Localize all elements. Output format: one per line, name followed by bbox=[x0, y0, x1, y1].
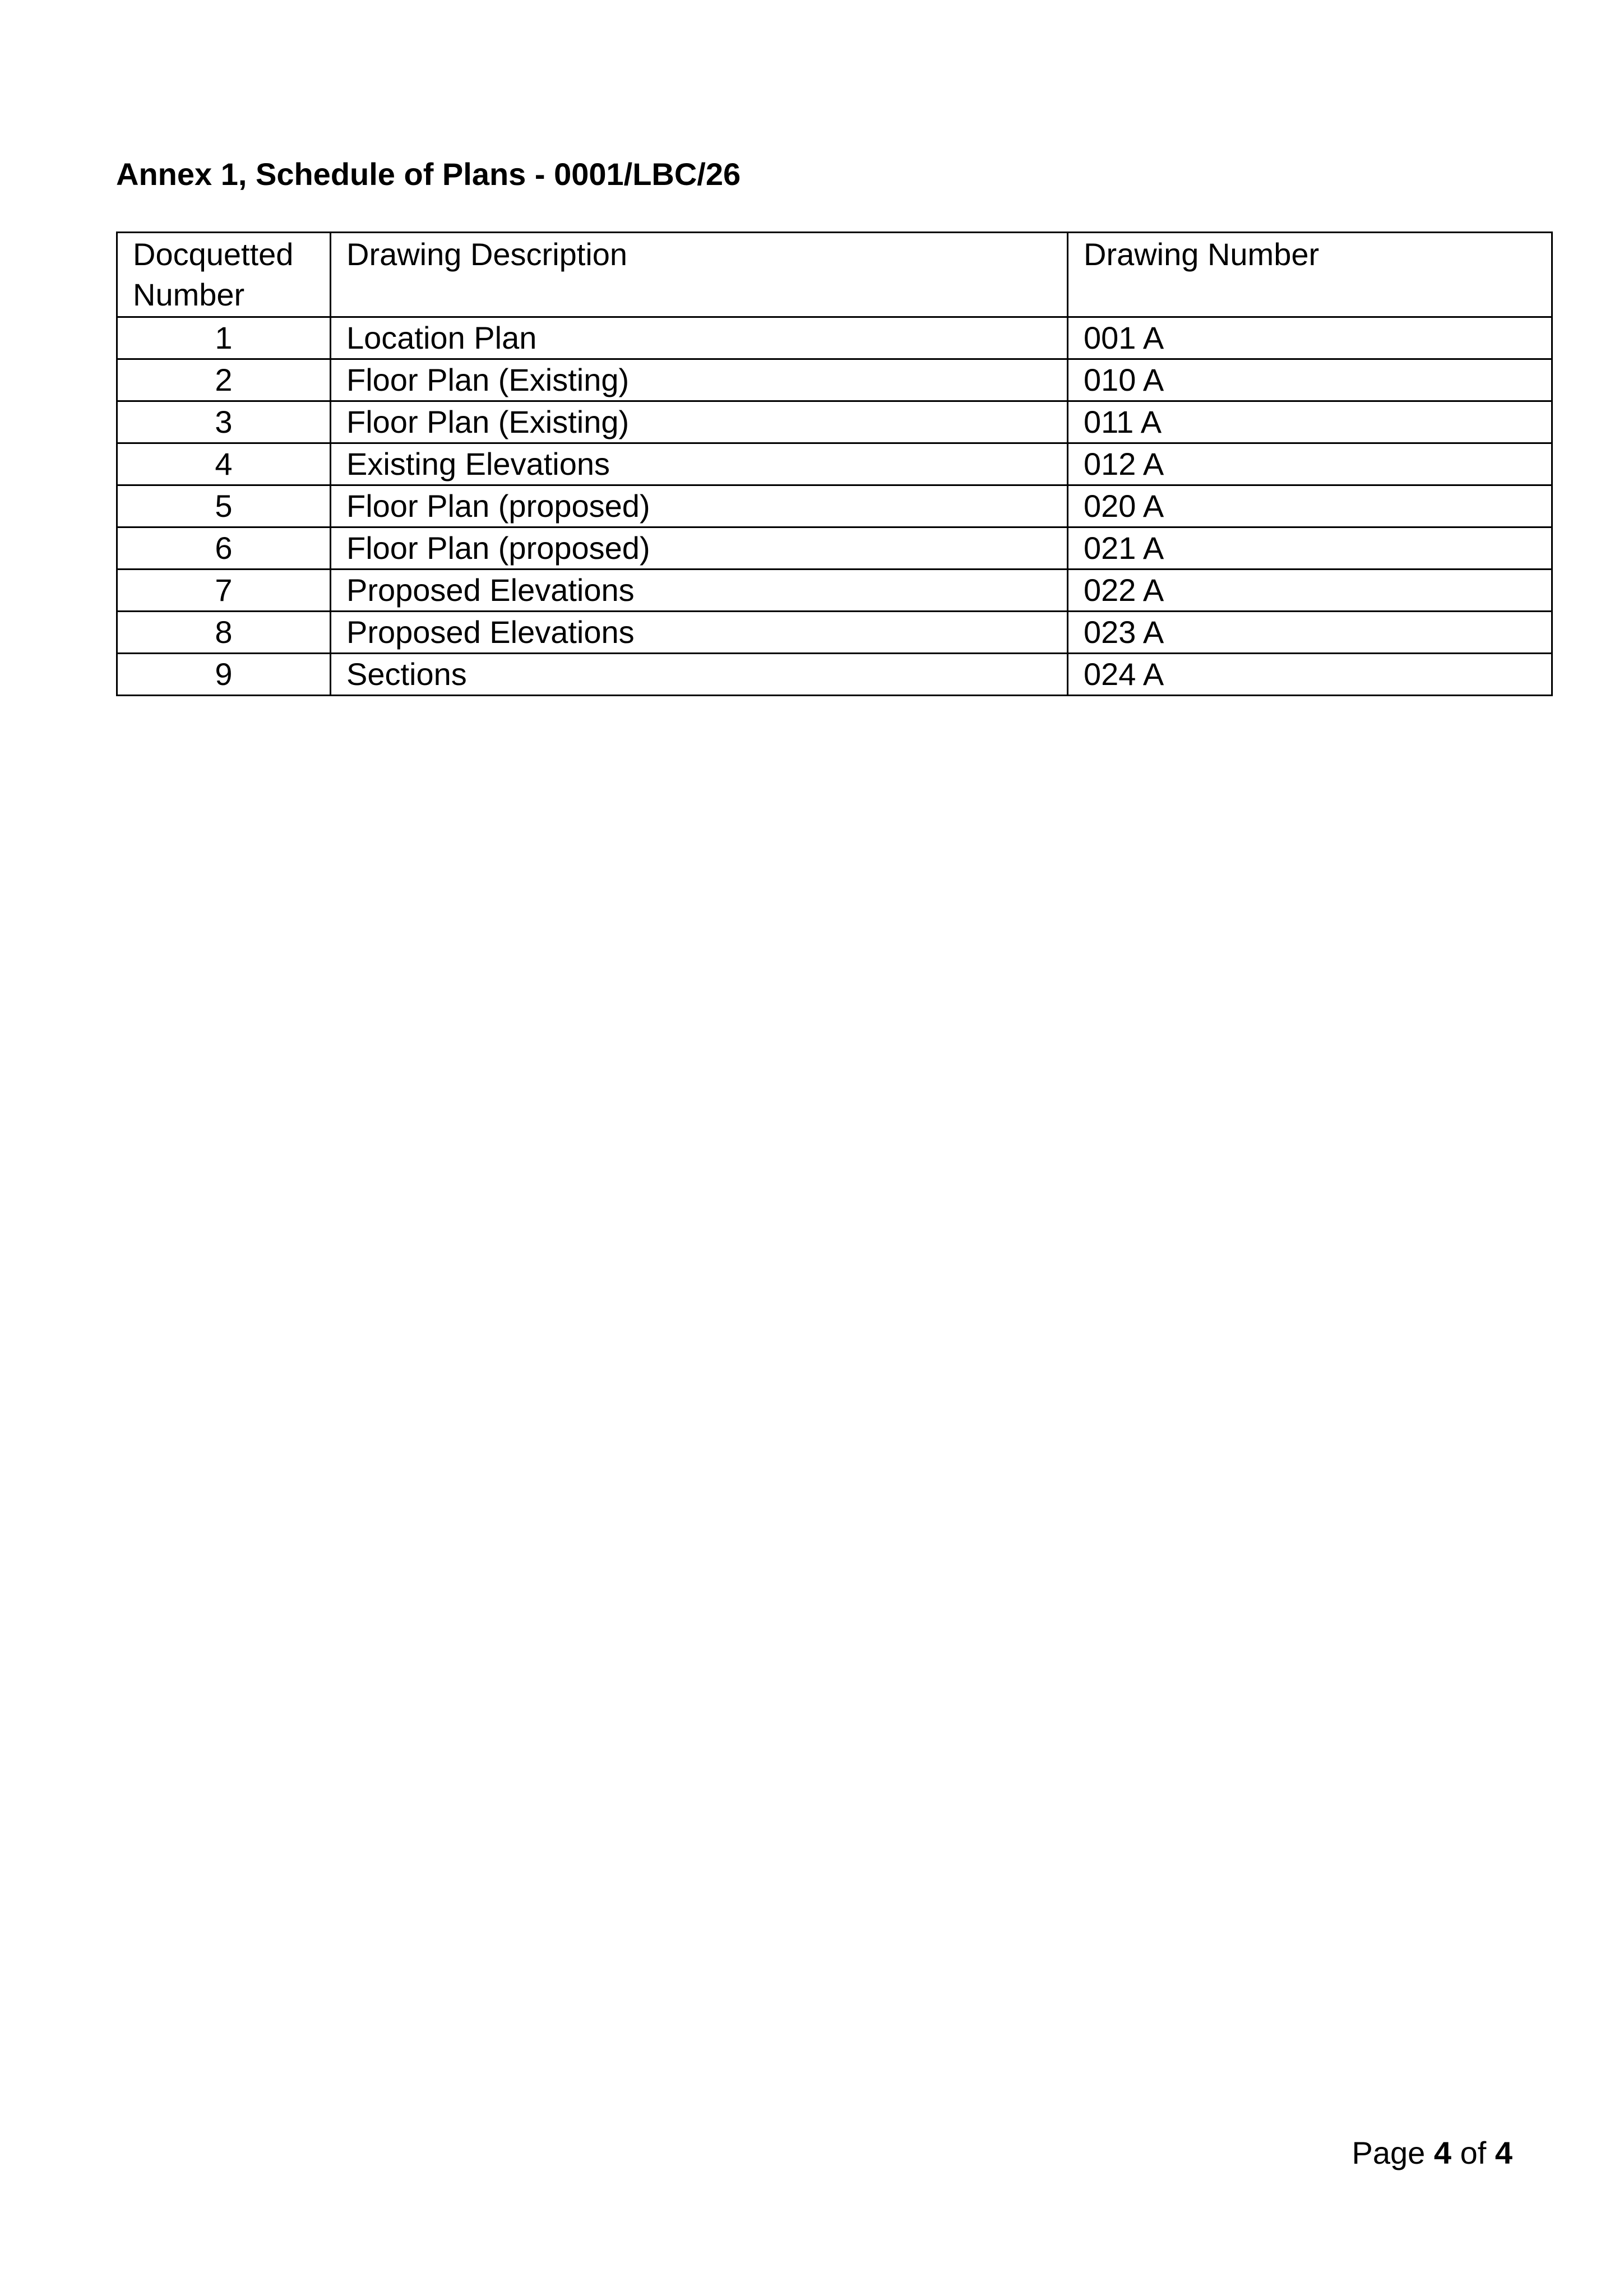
table-row bbox=[117, 443, 1552, 485]
docquetted-number-cell: 3 bbox=[117, 401, 331, 443]
drawing-number-cell: 001 A bbox=[1068, 317, 1552, 359]
total-page-count: 4 bbox=[1495, 2135, 1512, 2170]
page-number-footer bbox=[1352, 2133, 1512, 2173]
drawing-description-cell: Sections bbox=[331, 654, 1068, 696]
docquetted-number-cell: 5 bbox=[117, 485, 331, 527]
drawing-description-cell: Floor Plan (Existing) bbox=[331, 401, 1068, 443]
table-row bbox=[117, 359, 1552, 401]
docquetted-number-cell: 4 bbox=[117, 443, 331, 485]
docquetted-number-cell: 7 bbox=[117, 570, 331, 612]
schedule-of-plans-table bbox=[116, 232, 1553, 696]
drawing-number-cell: 012 A bbox=[1068, 443, 1552, 485]
header-drawing-description: Drawing Description bbox=[331, 233, 1068, 317]
drawing-number-cell: 023 A bbox=[1068, 612, 1552, 654]
drawing-description-cell: Floor Plan (proposed) bbox=[331, 485, 1068, 527]
table-row bbox=[117, 527, 1552, 570]
drawing-description-cell: Proposed Elevations bbox=[331, 570, 1068, 612]
drawing-description-cell: Floor Plan (Existing) bbox=[331, 359, 1068, 401]
drawing-description-cell: Existing Elevations bbox=[331, 443, 1068, 485]
drawing-number-cell: 022 A bbox=[1068, 570, 1552, 612]
table-row bbox=[117, 570, 1552, 612]
drawing-number-cell: 010 A bbox=[1068, 359, 1552, 401]
table-row bbox=[117, 654, 1552, 696]
table-header-row bbox=[117, 233, 1552, 317]
table-row bbox=[117, 485, 1552, 527]
drawing-number-cell: 024 A bbox=[1068, 654, 1552, 696]
table-row bbox=[117, 401, 1552, 443]
docquetted-number-cell: 8 bbox=[117, 612, 331, 654]
page-title: Annex 1, Schedule of Plans - 0001/LBC/26 bbox=[116, 156, 741, 192]
drawing-number-cell: 020 A bbox=[1068, 485, 1552, 527]
drawing-number-cell: 021 A bbox=[1068, 527, 1552, 570]
docquetted-number-cell: 1 bbox=[117, 317, 331, 359]
docquetted-number-cell: 9 bbox=[117, 654, 331, 696]
docquetted-number-cell: 6 bbox=[117, 527, 331, 570]
page-label: Page bbox=[1352, 2135, 1434, 2170]
header-docquetted-number: Docquetted Number bbox=[117, 233, 331, 317]
current-page-number: 4 bbox=[1433, 2135, 1452, 2170]
drawing-number-cell: 011 A bbox=[1068, 401, 1552, 443]
drawing-description-cell: Proposed Elevations bbox=[331, 612, 1068, 654]
drawing-description-cell: Floor Plan (proposed) bbox=[331, 527, 1068, 570]
table-row bbox=[117, 612, 1552, 654]
header-drawing-number: Drawing Number bbox=[1068, 233, 1552, 317]
page-of-label: of bbox=[1451, 2135, 1495, 2170]
drawing-description-cell: Location Plan bbox=[331, 317, 1068, 359]
docquetted-number-cell: 2 bbox=[117, 359, 331, 401]
table-row bbox=[117, 317, 1552, 359]
